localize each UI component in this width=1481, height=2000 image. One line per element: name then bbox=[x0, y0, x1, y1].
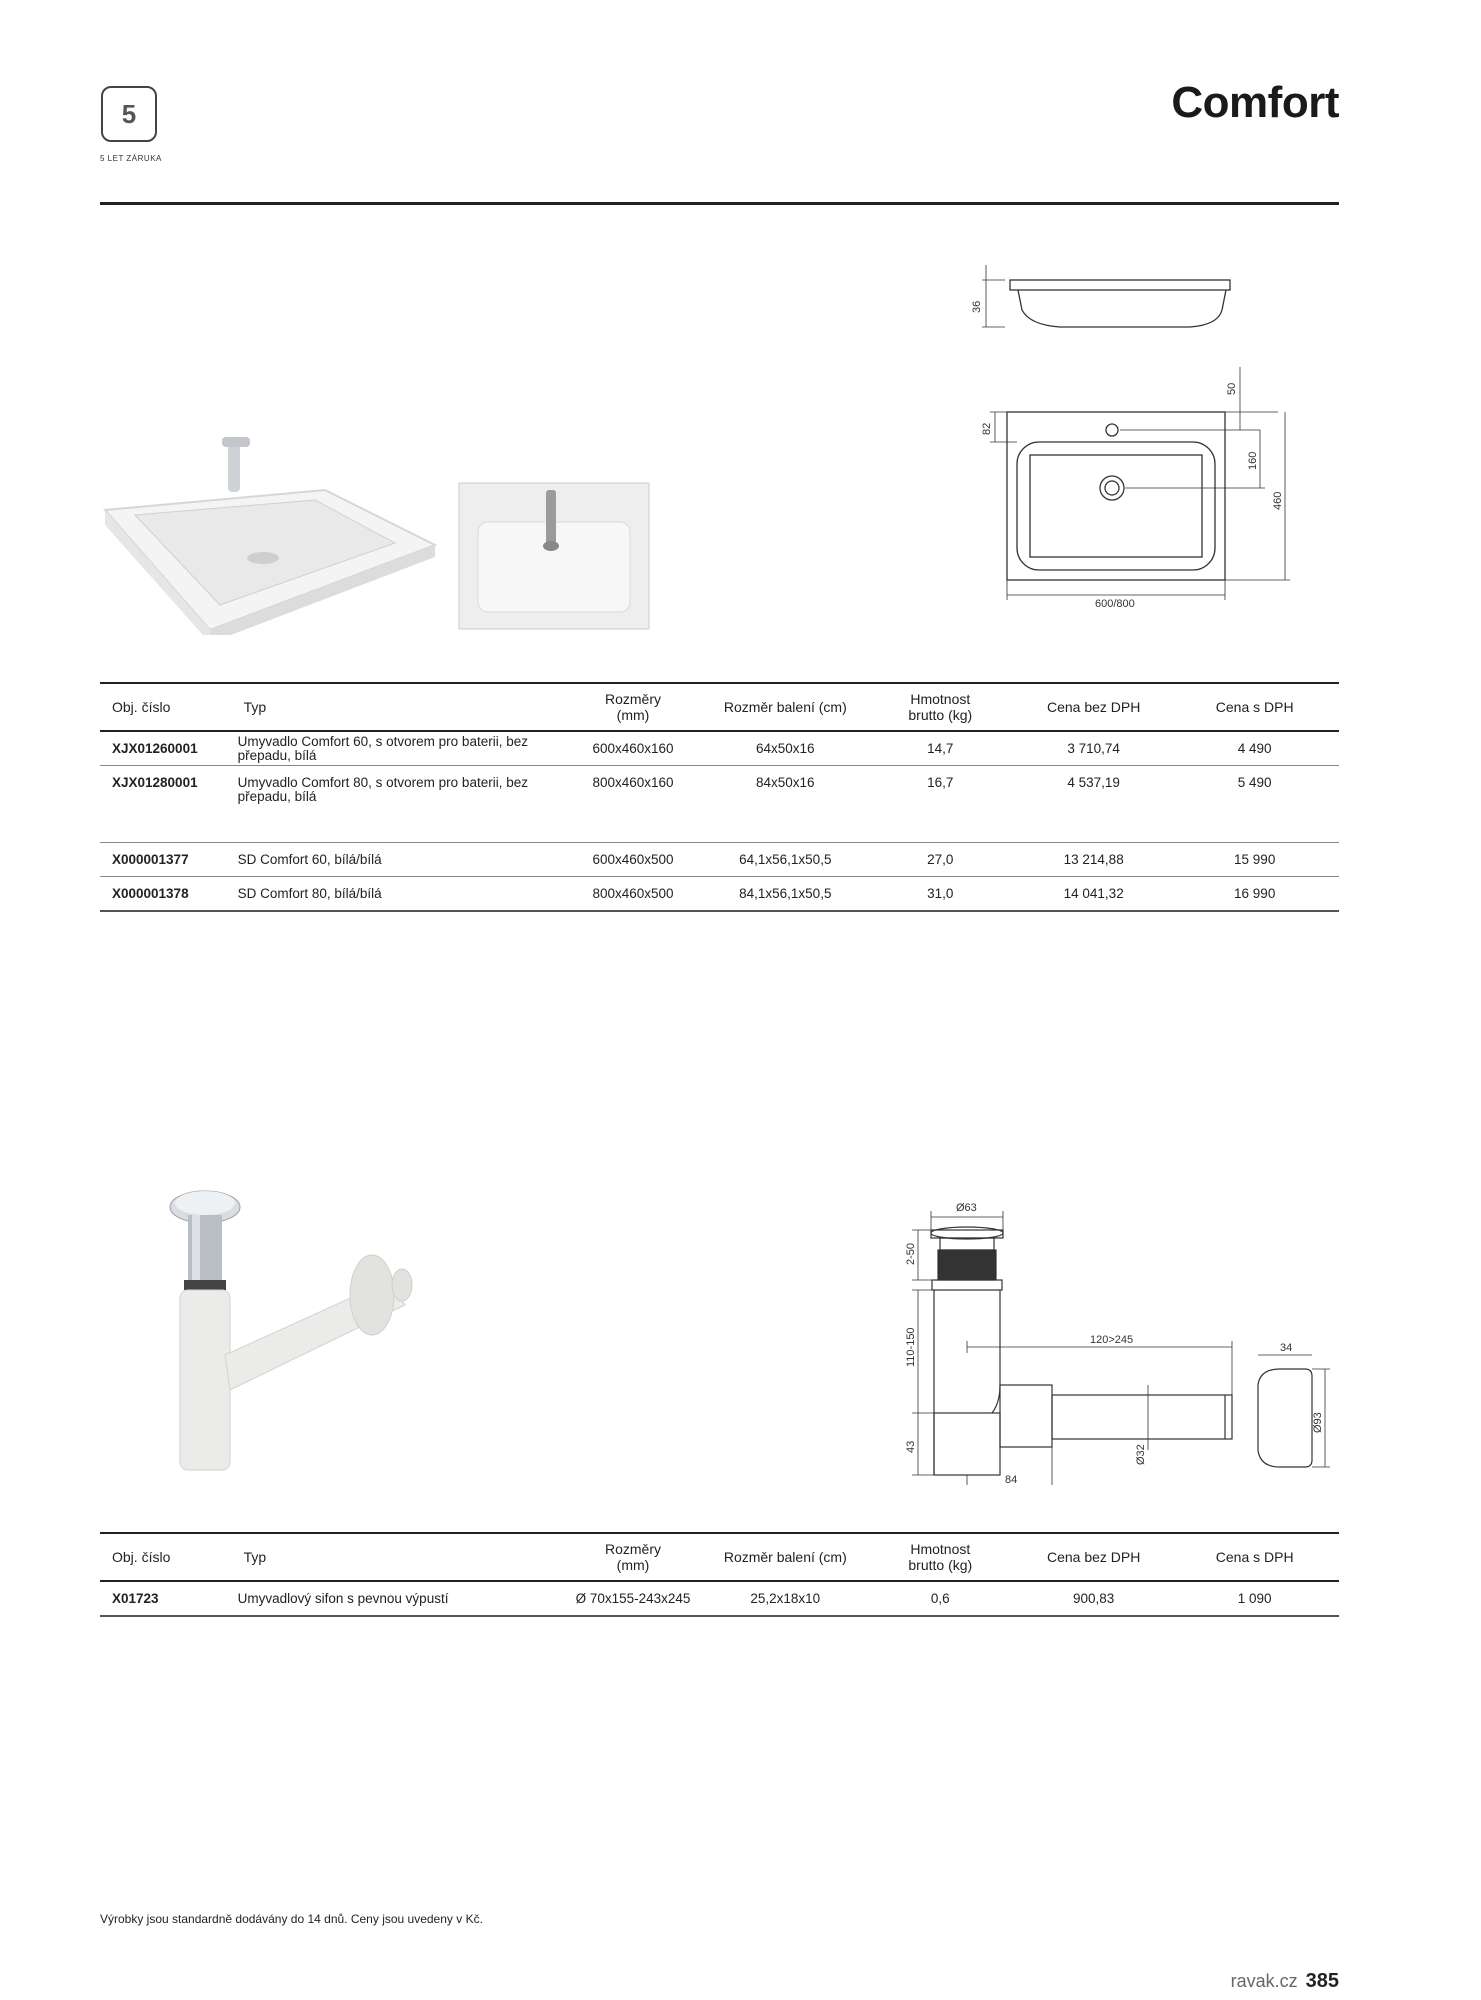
delivery-footnote: Výrobky jsou standardně dodávány do 14 dnů. Ceny jsou uvedeny v Kč. bbox=[100, 1912, 483, 1926]
header-divider bbox=[100, 202, 1339, 205]
row-code: XJX01260001 bbox=[100, 731, 232, 766]
dim-height-label: 36 bbox=[971, 300, 983, 313]
dim-43-label: 43 bbox=[905, 1440, 917, 1453]
page-footer bbox=[1231, 1970, 1339, 1993]
row-pack: 25,2x18x10 bbox=[707, 1581, 864, 1616]
row-code: X000001377 bbox=[100, 843, 232, 877]
row-type: SD Comfort 80, bílá/bílá bbox=[232, 877, 559, 912]
siphon-technical-drawing bbox=[880, 1185, 1340, 1485]
row-weight: 16,7 bbox=[864, 766, 1017, 843]
dim-160-label: 160 bbox=[1247, 451, 1259, 470]
washbasin-topview-photo bbox=[458, 482, 650, 630]
table-row bbox=[100, 877, 1339, 912]
warranty-badge bbox=[101, 86, 157, 142]
row-weight: 0,6 bbox=[864, 1581, 1017, 1616]
row-dims: Ø 70x155-243x245 bbox=[559, 1581, 707, 1616]
dim-50-label: 50 bbox=[1226, 382, 1238, 395]
table-row bbox=[100, 766, 1339, 843]
site-link[interactable]: ravak.cz bbox=[1230, 1971, 1298, 1991]
header-code: Obj. číslo bbox=[100, 1533, 232, 1581]
row-pack: 64,1x56,1x50,5 bbox=[707, 843, 864, 877]
row-weight: 14,7 bbox=[864, 731, 1017, 766]
row-price-ex: 14 041,32 bbox=[1017, 877, 1170, 912]
dim-120-245-label: 120>245 bbox=[1090, 1334, 1134, 1346]
row-code: X01723 bbox=[100, 1581, 232, 1616]
row-price-inc: 15 990 bbox=[1170, 843, 1339, 877]
row-dims: 800x460x160 bbox=[559, 766, 707, 843]
siphon-table bbox=[100, 1532, 1339, 1617]
washbasin-technical-drawing bbox=[960, 255, 1340, 615]
page-title: Comfort bbox=[1171, 78, 1339, 127]
row-price-inc: 4 490 bbox=[1170, 731, 1339, 766]
header-type: Typ bbox=[232, 683, 559, 731]
row-price-inc: 1 090 bbox=[1170, 1581, 1339, 1616]
row-code: XJX01280001 bbox=[100, 766, 232, 843]
header-price-inc: Cena s DPH bbox=[1170, 683, 1339, 731]
header-price-ex: Cena bez DPH bbox=[1017, 1533, 1170, 1581]
row-price-inc: 16 990 bbox=[1170, 877, 1339, 912]
row-price-ex: 13 214,88 bbox=[1017, 843, 1170, 877]
row-pack: 84x50x16 bbox=[707, 766, 864, 843]
dim-34-label: 34 bbox=[1280, 1342, 1293, 1354]
header-type: Typ bbox=[232, 1533, 559, 1581]
dim-d93-label: Ø93 bbox=[1312, 1412, 1324, 1433]
header-weight: Hmotnost brutto (kg) bbox=[864, 683, 1017, 731]
siphon-photo bbox=[150, 1185, 440, 1475]
header-price-inc: Cena s DPH bbox=[1170, 1533, 1339, 1581]
dim-110-150-label: 110-150 bbox=[905, 1327, 917, 1367]
page-number: 385 bbox=[1305, 1970, 1339, 1992]
row-weight: 27,0 bbox=[864, 843, 1017, 877]
header-price-ex: Cena bez DPH bbox=[1017, 683, 1170, 731]
washbasin-table bbox=[100, 682, 1339, 912]
warranty-caption: 5 LET ZÁRUKA bbox=[100, 154, 162, 163]
row-type: SD Comfort 60, bílá/bílá bbox=[232, 843, 559, 877]
table-row bbox=[100, 843, 1339, 877]
table-row bbox=[100, 731, 1339, 766]
header-pack: Rozměr balení (cm) bbox=[707, 683, 864, 731]
dim-82-label: 82 bbox=[981, 422, 993, 435]
dim-84-label: 84 bbox=[1005, 1474, 1018, 1485]
header-code: Obj. číslo bbox=[100, 683, 232, 731]
table-header bbox=[100, 683, 1339, 731]
dim-2-50-label: 2-50 bbox=[905, 1242, 917, 1265]
row-weight: 31,0 bbox=[864, 877, 1017, 912]
washbasin-photo bbox=[100, 415, 440, 635]
table-row bbox=[100, 1581, 1339, 1616]
row-type: Umyvadlo Comfort 80, s otvorem pro baterii, bez přepadu, bílá bbox=[232, 766, 559, 843]
row-type: Umyvadlový sifon s pevnou výpustí bbox=[232, 1581, 559, 1616]
dim-d63-label: Ø63 bbox=[956, 1202, 977, 1214]
row-price-ex: 900,83 bbox=[1017, 1581, 1170, 1616]
header-pack: Rozměr balení (cm) bbox=[707, 1533, 864, 1581]
dim-d32-label: Ø32 bbox=[1135, 1444, 1147, 1465]
warranty-badge-number: 5 bbox=[121, 98, 137, 129]
dim-460-label: 460 bbox=[1272, 491, 1284, 510]
table-header bbox=[100, 1533, 1339, 1581]
header-dimensions: Rozměry (mm) bbox=[559, 1533, 707, 1581]
row-dims: 800x460x500 bbox=[559, 877, 707, 912]
row-code: X000001378 bbox=[100, 877, 232, 912]
row-dims: 600x460x500 bbox=[559, 843, 707, 877]
header-dimensions: Rozměry (mm) bbox=[559, 683, 707, 731]
row-dims: 600x460x160 bbox=[559, 731, 707, 766]
dim-width-label: 600/800 bbox=[1095, 598, 1135, 610]
row-pack: 64x50x16 bbox=[707, 731, 864, 766]
row-price-inc: 5 490 bbox=[1170, 766, 1339, 843]
row-price-ex: 3 710,74 bbox=[1017, 731, 1170, 766]
header-weight: Hmotnost brutto (kg) bbox=[864, 1533, 1017, 1581]
row-type: Umyvadlo Comfort 60, s otvorem pro baterii, bez přepadu, bílá bbox=[232, 731, 559, 766]
row-pack: 84,1x56,1x50,5 bbox=[707, 877, 864, 912]
row-price-ex: 4 537,19 bbox=[1017, 766, 1170, 843]
